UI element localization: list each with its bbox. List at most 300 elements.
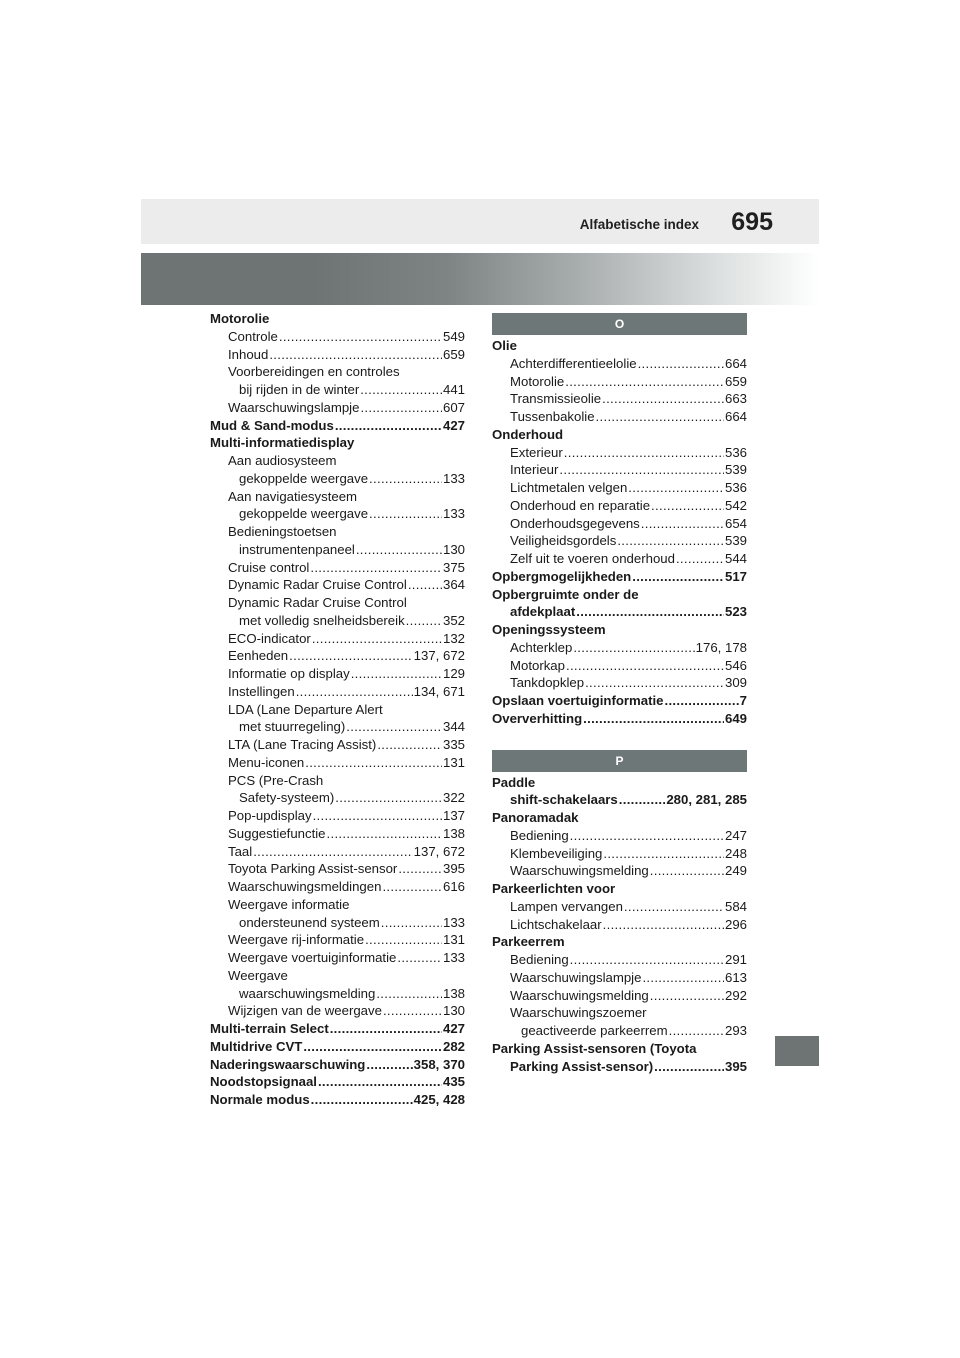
index-entry <box>210 967 465 985</box>
index-entry <box>492 373 747 391</box>
index-entry <box>492 479 747 497</box>
index-entry <box>210 772 465 790</box>
dot-leader <box>365 931 442 949</box>
index-entry-page: 133 <box>442 470 465 486</box>
dot-leader <box>654 1058 724 1076</box>
index-entry <box>492 916 747 934</box>
index-entry-page: 659 <box>442 346 465 362</box>
index-entry-text: Paddle <box>492 774 536 790</box>
index-entry-text: ondersteunend systeem <box>239 914 380 930</box>
index-entry-text: Parkeerlichten voor <box>492 881 616 896</box>
index-entry-page: 248 <box>724 845 747 861</box>
index-entry-page: 549 <box>442 328 465 344</box>
index-entry <box>492 774 747 792</box>
index-entry-text: Olie <box>492 338 517 353</box>
dot-leader <box>602 390 724 408</box>
index-entry <box>210 523 465 541</box>
index-entry-text: Wijzigen van de weergave <box>228 1003 382 1019</box>
index-entry <box>210 754 465 772</box>
index-entry-text: gekoppelde weergave <box>239 506 369 522</box>
index-entry-page: 542 <box>724 497 747 513</box>
index-entry-text: Waarschuwingszoemer <box>510 1005 647 1021</box>
index-entry-page: 441 <box>442 382 465 397</box>
dot-leader <box>369 470 442 488</box>
index-entry <box>210 434 465 452</box>
index-entry-text: Onderhoudsgegevens <box>510 515 640 531</box>
dot-leader <box>596 408 724 426</box>
index-entry-text: shift-schakelaars <box>510 792 618 808</box>
index-entry-text: Opbergruimte onder de <box>492 586 639 602</box>
index-entry <box>210 1091 465 1109</box>
section-letter-header: O <box>492 313 747 335</box>
index-entry-page: 131 <box>442 932 465 948</box>
index-entry <box>492 1040 747 1058</box>
index-entry-page: 395 <box>724 1058 747 1074</box>
dot-leader <box>397 949 442 967</box>
index-entry-page: 539 <box>724 462 747 478</box>
index-entry <box>210 381 465 399</box>
index-entry <box>210 665 465 683</box>
index-entry-text: Zelf uit te voeren onderhoud <box>510 551 675 566</box>
index-entry-text: Motorkap <box>510 657 565 673</box>
index-entry-page: 523 <box>724 604 747 620</box>
index-entry-text: Weergave informatie <box>228 896 350 912</box>
index-entry <box>210 399 465 417</box>
index-entry <box>492 408 747 426</box>
dot-leader <box>642 969 724 987</box>
index-entry <box>210 1002 465 1020</box>
index-entry-text: Dynamic Radar Cruise Control <box>228 595 407 610</box>
index-entry-page: 137, 672 <box>413 648 465 664</box>
index-entry <box>210 630 465 648</box>
index-entry-text: Tussenbakolie <box>510 409 595 424</box>
index-entry-page: 133 <box>442 914 465 930</box>
index-entry-text: Waarschuwingsmelding <box>510 863 649 879</box>
index-entry <box>210 789 465 807</box>
index-entry <box>492 791 747 809</box>
index-entry <box>492 674 747 692</box>
index-entry-text: bij rijden in de winter <box>239 382 360 397</box>
index-entry-page: 613 <box>724 969 747 985</box>
index-entry-text: Safety-systeem) <box>239 790 335 806</box>
index-column-left <box>210 310 465 1109</box>
index-entry <box>492 390 747 408</box>
dot-leader <box>619 791 666 809</box>
dot-leader <box>624 898 724 916</box>
index-entry <box>492 710 747 728</box>
index-entry <box>492 862 747 880</box>
index-entry-text: met volledig snelheidsbereik <box>239 612 405 628</box>
index-entry <box>492 444 747 462</box>
index-entry-text: Bediening <box>510 952 569 967</box>
index-entry-page: 309 <box>724 675 747 691</box>
index-entry <box>210 470 465 488</box>
dot-leader <box>311 1091 413 1109</box>
index-entry-text: Aan audiosysteem <box>228 453 337 468</box>
dot-leader <box>330 1020 442 1038</box>
index-entry <box>492 1022 747 1040</box>
dot-leader <box>573 639 694 657</box>
index-entry <box>210 701 465 719</box>
index-entry-text: Opslaan voertuiginformatie <box>492 693 664 708</box>
index-entry-text: Multi-terrain Select <box>210 1021 329 1036</box>
dot-leader <box>603 916 724 934</box>
section-spacer <box>492 728 747 750</box>
index-entry-page: 249 <box>724 863 747 879</box>
index-entry <box>210 878 465 896</box>
index-entry <box>492 1004 747 1022</box>
index-entry <box>492 515 747 533</box>
dot-leader <box>632 568 724 586</box>
index-entry-text: gekoppelde weergave <box>239 470 369 486</box>
index-entry <box>492 809 747 827</box>
index-entry-text: Suggestiefunctie <box>228 825 326 841</box>
index-entry-text: Bedieningstoetsen <box>228 524 337 539</box>
index-entry-text: PCS (Pre-Crash <box>228 772 324 788</box>
dot-leader <box>335 417 442 435</box>
index-entry <box>210 1038 465 1056</box>
index-entry <box>210 328 465 346</box>
index-entry <box>210 612 465 630</box>
index-entry-text: Parkeerrem <box>492 934 565 950</box>
dot-leader <box>650 987 724 1005</box>
index-entry-text: Panoramadak <box>492 810 579 825</box>
index-entry-text: Onderhoud <box>492 426 564 442</box>
index-entry-page: 133 <box>442 506 465 522</box>
index-entry-page: 138 <box>442 985 465 1001</box>
index-entry <box>210 683 465 701</box>
index-entry-text: Menu-iconen <box>228 754 305 770</box>
index-entry-page: 663 <box>724 391 747 407</box>
index-entry <box>210 363 465 381</box>
index-entry-text: Parking Assist-sensor) <box>510 1058 654 1074</box>
index-entry-page: 654 <box>724 515 747 531</box>
index-entry-text: Cruise control <box>228 559 310 575</box>
index-entry <box>210 985 465 1003</box>
index-entry-page: 664 <box>724 355 747 371</box>
index-entry-page: 358, 370 <box>413 1056 465 1072</box>
index-entry <box>210 896 465 914</box>
index-entry-text: Waarschuwingsmeldingen <box>228 879 382 894</box>
index-entry <box>492 355 747 373</box>
page-number: 695 <box>731 208 773 236</box>
dot-leader <box>564 444 724 462</box>
index-entry <box>210 647 465 665</box>
index-entry-page: 364 <box>442 577 465 593</box>
index-entry-text: geactiveerde parkeerrem <box>521 1023 668 1038</box>
index-entry <box>210 417 465 435</box>
dot-leader <box>566 657 724 675</box>
dot-leader <box>669 1022 724 1040</box>
section-letter-header: P <box>492 750 747 772</box>
index-entry <box>210 1056 465 1074</box>
dot-leader <box>356 541 442 559</box>
index-entry <box>492 898 747 916</box>
index-entry <box>492 337 747 355</box>
index-entry-text: Klembeveiliging <box>510 845 603 861</box>
index-entry <box>492 550 747 568</box>
dot-leader <box>366 1056 412 1074</box>
index-entry-text: Weergave voertuiginformatie <box>228 950 397 965</box>
index-entry-text: Eenheden <box>228 648 289 664</box>
index-entry-text: met stuurregeling) <box>239 719 346 735</box>
index-entry-page: 536 <box>724 444 747 460</box>
index-entry <box>492 639 747 657</box>
index-entry-page: 584 <box>724 898 747 914</box>
index-entry-page: 427 <box>442 417 465 433</box>
index-entry-page: 130 <box>442 541 465 557</box>
index-entry-text: Informatie op display <box>228 666 350 681</box>
index-entry-text: Lichtmetalen velgen <box>510 480 628 495</box>
index-entry <box>210 488 465 506</box>
index-entry-page: 176, 178 <box>695 639 747 655</box>
index-entry <box>492 568 747 586</box>
index-entry-page: 322 <box>442 790 465 806</box>
index-entry-text: Noodstopsignaal <box>210 1074 317 1090</box>
dot-leader <box>369 505 442 523</box>
index-entry-page: 375 <box>442 559 465 575</box>
index-entry-text: Weergave <box>228 967 288 983</box>
index-entry-page: 616 <box>442 879 465 894</box>
index-entry-text: Lichtschakelaar <box>510 916 602 932</box>
dot-leader <box>327 825 442 843</box>
index-entry-page: 280, 281, 285 <box>666 792 747 808</box>
index-entry <box>210 346 465 364</box>
index-entry-page: 247 <box>724 827 747 843</box>
dot-leader <box>398 860 442 878</box>
index-entry-text: Naderingswaarschuwing <box>210 1056 366 1072</box>
index-entry-page: 435 <box>442 1074 465 1090</box>
index-entry <box>492 969 747 987</box>
dot-leader <box>570 827 724 845</box>
index-entry-text: Onderhoud en reparatie <box>510 497 651 513</box>
index-entry-text: Achterdifferentieelolie <box>510 355 637 371</box>
index-entry-page: 133 <box>442 950 465 965</box>
index-entry <box>492 827 747 845</box>
index-entry <box>492 1058 747 1076</box>
dot-leader <box>641 515 724 533</box>
dot-leader <box>376 985 442 1003</box>
index-entry-page: 544 <box>724 551 747 566</box>
index-entry-text: Oververhitting <box>492 710 583 726</box>
index-entry-text: Waarschuwingslampje <box>228 399 360 415</box>
index-entry-text: Controle <box>228 328 278 344</box>
index-entry-text: Exterieur <box>510 444 563 460</box>
index-entry-page: 427 <box>442 1021 465 1036</box>
dot-leader <box>559 461 724 479</box>
index-entry-text: Taal <box>228 843 253 859</box>
section-title: Alfabetische index <box>579 217 699 232</box>
index-entry <box>210 559 465 577</box>
index-entry-page: 282 <box>442 1038 465 1054</box>
index-entry-text: Lampen vervangen <box>510 898 623 914</box>
index-entry-text: Veiligheidsgordels <box>510 533 617 549</box>
index-entry <box>492 845 747 863</box>
index-entry-page: 137, 672 <box>413 843 465 859</box>
index-entry-page: 425, 428 <box>413 1092 465 1107</box>
index-entry <box>210 736 465 754</box>
index-entry <box>492 426 747 444</box>
index-entry <box>492 657 747 675</box>
index-entry <box>492 603 747 621</box>
index-entry <box>210 576 465 594</box>
index-entry-page: 129 <box>442 666 465 681</box>
dot-leader <box>310 559 442 577</box>
dot-leader <box>617 532 724 550</box>
dot-leader <box>565 373 724 391</box>
dot-leader <box>279 328 442 346</box>
chapter-tab <box>775 1036 819 1066</box>
dot-leader <box>408 576 442 594</box>
dot-leader <box>351 665 442 683</box>
index-entry-page: 536 <box>724 480 747 495</box>
index-entry-text: waarschuwingsmelding <box>239 985 376 1001</box>
dot-leader <box>570 951 724 969</box>
index-entry <box>492 461 747 479</box>
index-entry <box>210 594 465 612</box>
index-entry-text: Normale modus <box>210 1092 310 1107</box>
index-entry-text: Multidrive CVT <box>210 1038 303 1054</box>
index-entry-page: 539 <box>724 533 747 549</box>
dot-leader <box>676 550 724 568</box>
index-entry-text: Toyota Parking Assist-sensor <box>228 861 398 877</box>
dot-leader <box>406 612 442 630</box>
dot-leader <box>289 647 413 665</box>
dot-leader <box>318 1073 442 1091</box>
decorative-banner <box>141 253 819 305</box>
index-entry-text: Inhoud <box>228 346 269 362</box>
index-entry <box>210 949 465 967</box>
dot-leader <box>303 1038 442 1056</box>
index-entry-page: 607 <box>442 399 465 415</box>
index-entry-text: Tankdopklep <box>510 675 585 691</box>
index-entry <box>492 586 747 604</box>
dot-leader <box>576 603 724 621</box>
index-entry <box>210 1073 465 1091</box>
index-entry <box>210 843 465 861</box>
index-entry-text: Interieur <box>510 462 559 478</box>
index-entry <box>492 987 747 1005</box>
index-entry-text: afdekplaat <box>510 604 576 620</box>
dot-leader <box>585 674 724 692</box>
index-entry-text: Instellingen <box>228 683 295 699</box>
index-entry-page: 7 <box>739 693 747 708</box>
index-entry-page: 132 <box>442 630 465 646</box>
index-entry-text: Dynamic Radar Cruise Control <box>228 577 407 593</box>
index-entry-text: ECO-indicator <box>228 630 311 646</box>
index-entry <box>210 505 465 523</box>
index-entry <box>210 825 465 843</box>
index-entry <box>210 860 465 878</box>
dot-leader <box>650 862 724 880</box>
index-entry-page: 137 <box>442 808 465 823</box>
index-entry <box>210 914 465 932</box>
index-entry-text: Weergave rij-informatie <box>228 932 365 948</box>
index-entry-page: 291 <box>724 952 747 967</box>
index-entry-page: 517 <box>724 568 747 584</box>
index-entry-text: Aan navigatiesysteem <box>228 488 358 504</box>
index-entry-page: 395 <box>442 861 465 877</box>
index-entry-page: 659 <box>724 373 747 389</box>
dot-leader <box>583 710 724 728</box>
index-entry <box>492 692 747 710</box>
dot-leader <box>381 914 442 932</box>
index-entry-page: 134, 671 <box>413 683 465 699</box>
index-entry-text: Parking Assist-sensoren (Toyota <box>492 1040 697 1056</box>
dot-leader <box>382 878 442 896</box>
dot-leader <box>312 630 442 648</box>
dot-leader <box>296 683 413 701</box>
index-entry <box>210 310 465 328</box>
dot-leader <box>377 736 442 754</box>
index-entry-page: 335 <box>442 737 465 752</box>
index-entry <box>492 497 747 515</box>
index-entry-page: 292 <box>724 987 747 1003</box>
index-entry-text: Motorolie <box>510 373 565 389</box>
index-entry-text: Achterklep <box>510 639 573 655</box>
dot-leader <box>383 1002 442 1020</box>
index-entry-text: Openingssysteem <box>492 622 606 637</box>
index-entry-text: instrumentenpaneel <box>239 541 355 557</box>
dot-leader <box>360 381 442 399</box>
index-entry <box>492 951 747 969</box>
index-entry-page: 293 <box>724 1023 747 1038</box>
index-entry <box>210 541 465 559</box>
index-entry <box>210 718 465 736</box>
index-entry-page: 131 <box>442 754 465 770</box>
index-entry-text: LDA (Lane Departure Alert <box>228 701 383 717</box>
index-entry-text: LTA (Lane Tracing Assist) <box>228 737 377 752</box>
dot-leader <box>603 845 724 863</box>
index-entry-page: 130 <box>442 1003 465 1019</box>
index-entry-text: Pop-updisplay <box>228 808 312 823</box>
index-entry-text: Waarschuwingsmelding <box>510 987 649 1003</box>
dot-leader <box>628 479 724 497</box>
dot-leader <box>638 355 724 373</box>
dot-leader <box>313 807 442 825</box>
index-entry-text: Bediening <box>510 827 569 843</box>
index-entry <box>492 880 747 898</box>
dot-leader <box>335 789 442 807</box>
dot-leader <box>360 399 442 417</box>
index-entry-text: Motorolie <box>210 311 270 326</box>
index-column-right <box>492 313 747 1075</box>
index-entry-text: Voorbereidingen en controles <box>228 364 400 380</box>
index-entry-page: 138 <box>442 825 465 841</box>
index-entry <box>492 532 747 550</box>
index-entry <box>492 621 747 639</box>
index-entry-text: Opbergmogelijkheden <box>492 568 632 584</box>
dot-leader <box>305 754 442 772</box>
dot-leader <box>664 692 738 710</box>
index-entry <box>210 931 465 949</box>
dot-leader <box>253 843 412 861</box>
index-entry <box>210 807 465 825</box>
index-entry-page: 649 <box>724 710 747 726</box>
index-entry-page: 546 <box>724 657 747 673</box>
index-entry-page: 296 <box>724 916 747 932</box>
dot-leader <box>269 346 442 364</box>
index-entry-text: Waarschuwingslampje <box>510 969 642 985</box>
index-entry-page: 352 <box>442 612 465 628</box>
index-entry <box>492 933 747 951</box>
index-entry-page: 344 <box>442 719 465 735</box>
dot-leader <box>651 497 724 515</box>
index-entry-text: Transmissieolie <box>510 391 602 407</box>
dot-leader <box>346 718 442 736</box>
index-entry-page: 664 <box>724 409 747 424</box>
index-entry <box>210 452 465 470</box>
